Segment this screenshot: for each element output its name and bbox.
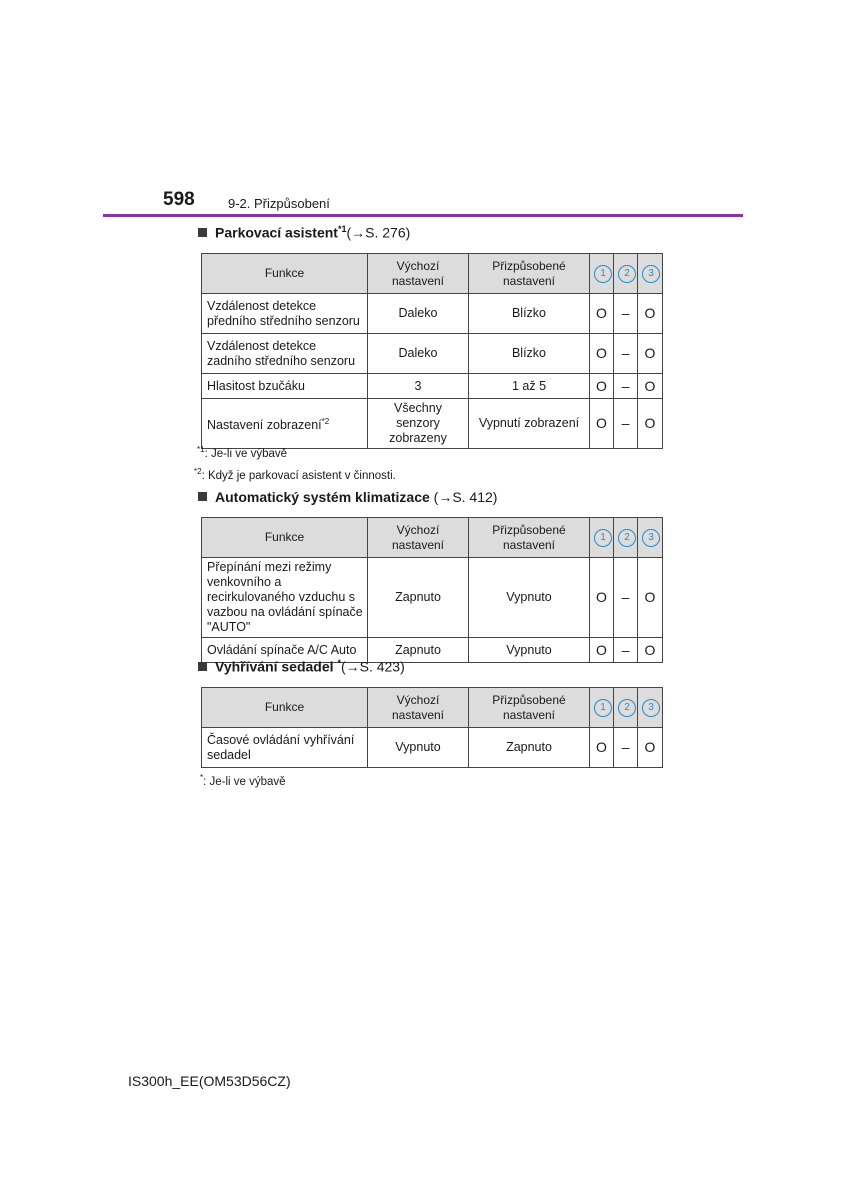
default-cell: Daleko: [368, 334, 469, 374]
custom-cell: Blízko: [469, 334, 590, 374]
footnote-text: : Je-li ve výbavě: [203, 775, 286, 788]
climate-control-heading: [198, 489, 497, 505]
method-1-cell: O: [590, 334, 614, 374]
custom-cell: Vypnuto: [469, 558, 590, 638]
page-number: 598: [163, 189, 195, 210]
table-row: [202, 399, 663, 449]
footnote-mark: *1: [337, 224, 347, 234]
col-header-custom: Přizpůsobené nastavení: [469, 518, 590, 558]
section-title: 9-2. Přizpůsobení: [228, 196, 330, 211]
method-2-cell: –: [614, 638, 638, 663]
table-row: [202, 728, 663, 768]
col-header-method-2: [614, 518, 638, 558]
square-bullet-icon: [198, 662, 207, 671]
col-header-default: Výchozí nastavení: [368, 688, 469, 728]
col-header-func: Funkce: [202, 688, 368, 728]
default-cell: Všechny senzory zobrazeny: [368, 399, 469, 449]
col-header-func: Funkce: [202, 254, 368, 294]
col-header-method-1: [590, 254, 614, 294]
col-header-default: Výchozí nastavení: [368, 518, 469, 558]
table-row: [202, 374, 663, 399]
method-2-cell: –: [614, 294, 638, 334]
custom-cell: Vypnutí zobrazení: [469, 399, 590, 449]
func-text: Nastavení zobrazení: [207, 418, 322, 433]
heading-title: Vyhřívání sedadel: [215, 658, 334, 675]
method-2-cell: –: [614, 558, 638, 638]
seat-heater-table: [201, 687, 663, 768]
col-header-func: Funkce: [202, 518, 368, 558]
col-header-method-2: [614, 254, 638, 294]
footnote-text: : Když je parkovací asistent v činnosti.: [201, 469, 396, 482]
method-3-cell: O: [638, 374, 663, 399]
footnote-mark: *2: [194, 467, 202, 476]
col-header-default: Výchozí nastavení: [368, 254, 469, 294]
method-2-cell: –: [614, 728, 638, 768]
method-2-cell: –: [614, 399, 638, 449]
col-header-method-2: [614, 688, 638, 728]
method-3-cell: O: [638, 638, 663, 663]
footnote-mark: *2: [321, 416, 330, 426]
circled-two-icon: 2: [618, 265, 636, 283]
custom-cell: Blízko: [469, 294, 590, 334]
col-header-method-3: [638, 518, 663, 558]
method-2-cell: –: [614, 334, 638, 374]
default-cell: Daleko: [368, 294, 469, 334]
heading-title: Parkovací asistent: [215, 224, 338, 241]
method-2-cell: –: [614, 374, 638, 399]
circled-two-icon: 2: [618, 699, 636, 717]
parking-assist-table: [201, 253, 663, 449]
footnote-mark: *1: [197, 445, 205, 454]
climate-control-table: [201, 517, 663, 663]
custom-cell: Zapnuto: [469, 728, 590, 768]
table-row: [202, 558, 663, 638]
square-bullet-icon: [198, 228, 207, 237]
footnote-mark: *: [200, 773, 204, 782]
square-bullet-icon: [198, 492, 207, 501]
heading-title: Automatický systém klimatizace: [215, 489, 430, 505]
default-cell: Vypnuto: [368, 728, 469, 768]
method-1-cell: O: [590, 399, 614, 449]
footnote: [194, 467, 396, 482]
table-row: [202, 294, 663, 334]
method-1-cell: O: [590, 638, 614, 663]
func-cell: Časové ovládání vyhřívání sedadel: [202, 728, 368, 768]
page-reference-link[interactable]: (→S. 276): [346, 224, 411, 241]
func-cell: [202, 399, 368, 449]
method-1-cell: O: [590, 558, 614, 638]
circled-three-icon: 3: [642, 265, 660, 283]
col-header-method-1: [590, 518, 614, 558]
default-cell: Zapnuto: [368, 558, 469, 638]
parking-assist-heading: [198, 224, 410, 241]
header-rule: [103, 214, 743, 217]
custom-cell: Vypnuto: [469, 638, 590, 663]
col-header-method-3: [638, 254, 663, 294]
method-1-cell: O: [590, 374, 614, 399]
seat-heater-heading: [198, 658, 405, 675]
func-cell: Přepínání mezi režimy venkovního a recirkulovaného vzduchu s vazbou na ovládání spínače "AUTO": [202, 558, 368, 638]
page-reference-link[interactable]: (→S. 412): [433, 489, 498, 505]
circled-one-icon: 1: [594, 265, 612, 283]
footnote: [197, 445, 287, 460]
method-3-cell: O: [638, 558, 663, 638]
func-cell: Vzdálenost detekce předního středního senzoru: [202, 294, 368, 334]
method-3-cell: O: [638, 294, 663, 334]
col-header-custom: Přizpůsobené nastavení: [469, 688, 590, 728]
page-reference-link[interactable]: (→S. 423): [340, 658, 405, 675]
func-cell: Hlasitost bzučáku: [202, 374, 368, 399]
func-cell: Ovládání spínače A/C Auto: [202, 638, 368, 663]
method-3-cell: O: [638, 399, 663, 449]
circled-three-icon: 3: [642, 529, 660, 547]
default-cell: 3: [368, 374, 469, 399]
func-cell: Vzdálenost detekce zadního středního senzoru: [202, 334, 368, 374]
footnote-mark: *: [337, 658, 341, 668]
col-header-custom: Přizpůsobené nastavení: [469, 254, 590, 294]
circled-three-icon: 3: [642, 699, 660, 717]
method-1-cell: O: [590, 294, 614, 334]
circled-two-icon: 2: [618, 529, 636, 547]
default-cell: Zapnuto: [368, 638, 469, 663]
method-3-cell: O: [638, 334, 663, 374]
circled-one-icon: 1: [594, 529, 612, 547]
method-3-cell: O: [638, 728, 663, 768]
col-header-method-3: [638, 688, 663, 728]
footnote: [200, 773, 286, 788]
footnote-text: : Je-li ve výbavě: [204, 447, 288, 460]
custom-cell: 1 až 5: [469, 374, 590, 399]
col-header-method-1: [590, 688, 614, 728]
document-code: IS300h_EE(OM53D56CZ): [128, 1073, 291, 1089]
circled-one-icon: 1: [594, 699, 612, 717]
table-row: [202, 334, 663, 374]
method-1-cell: O: [590, 728, 614, 768]
